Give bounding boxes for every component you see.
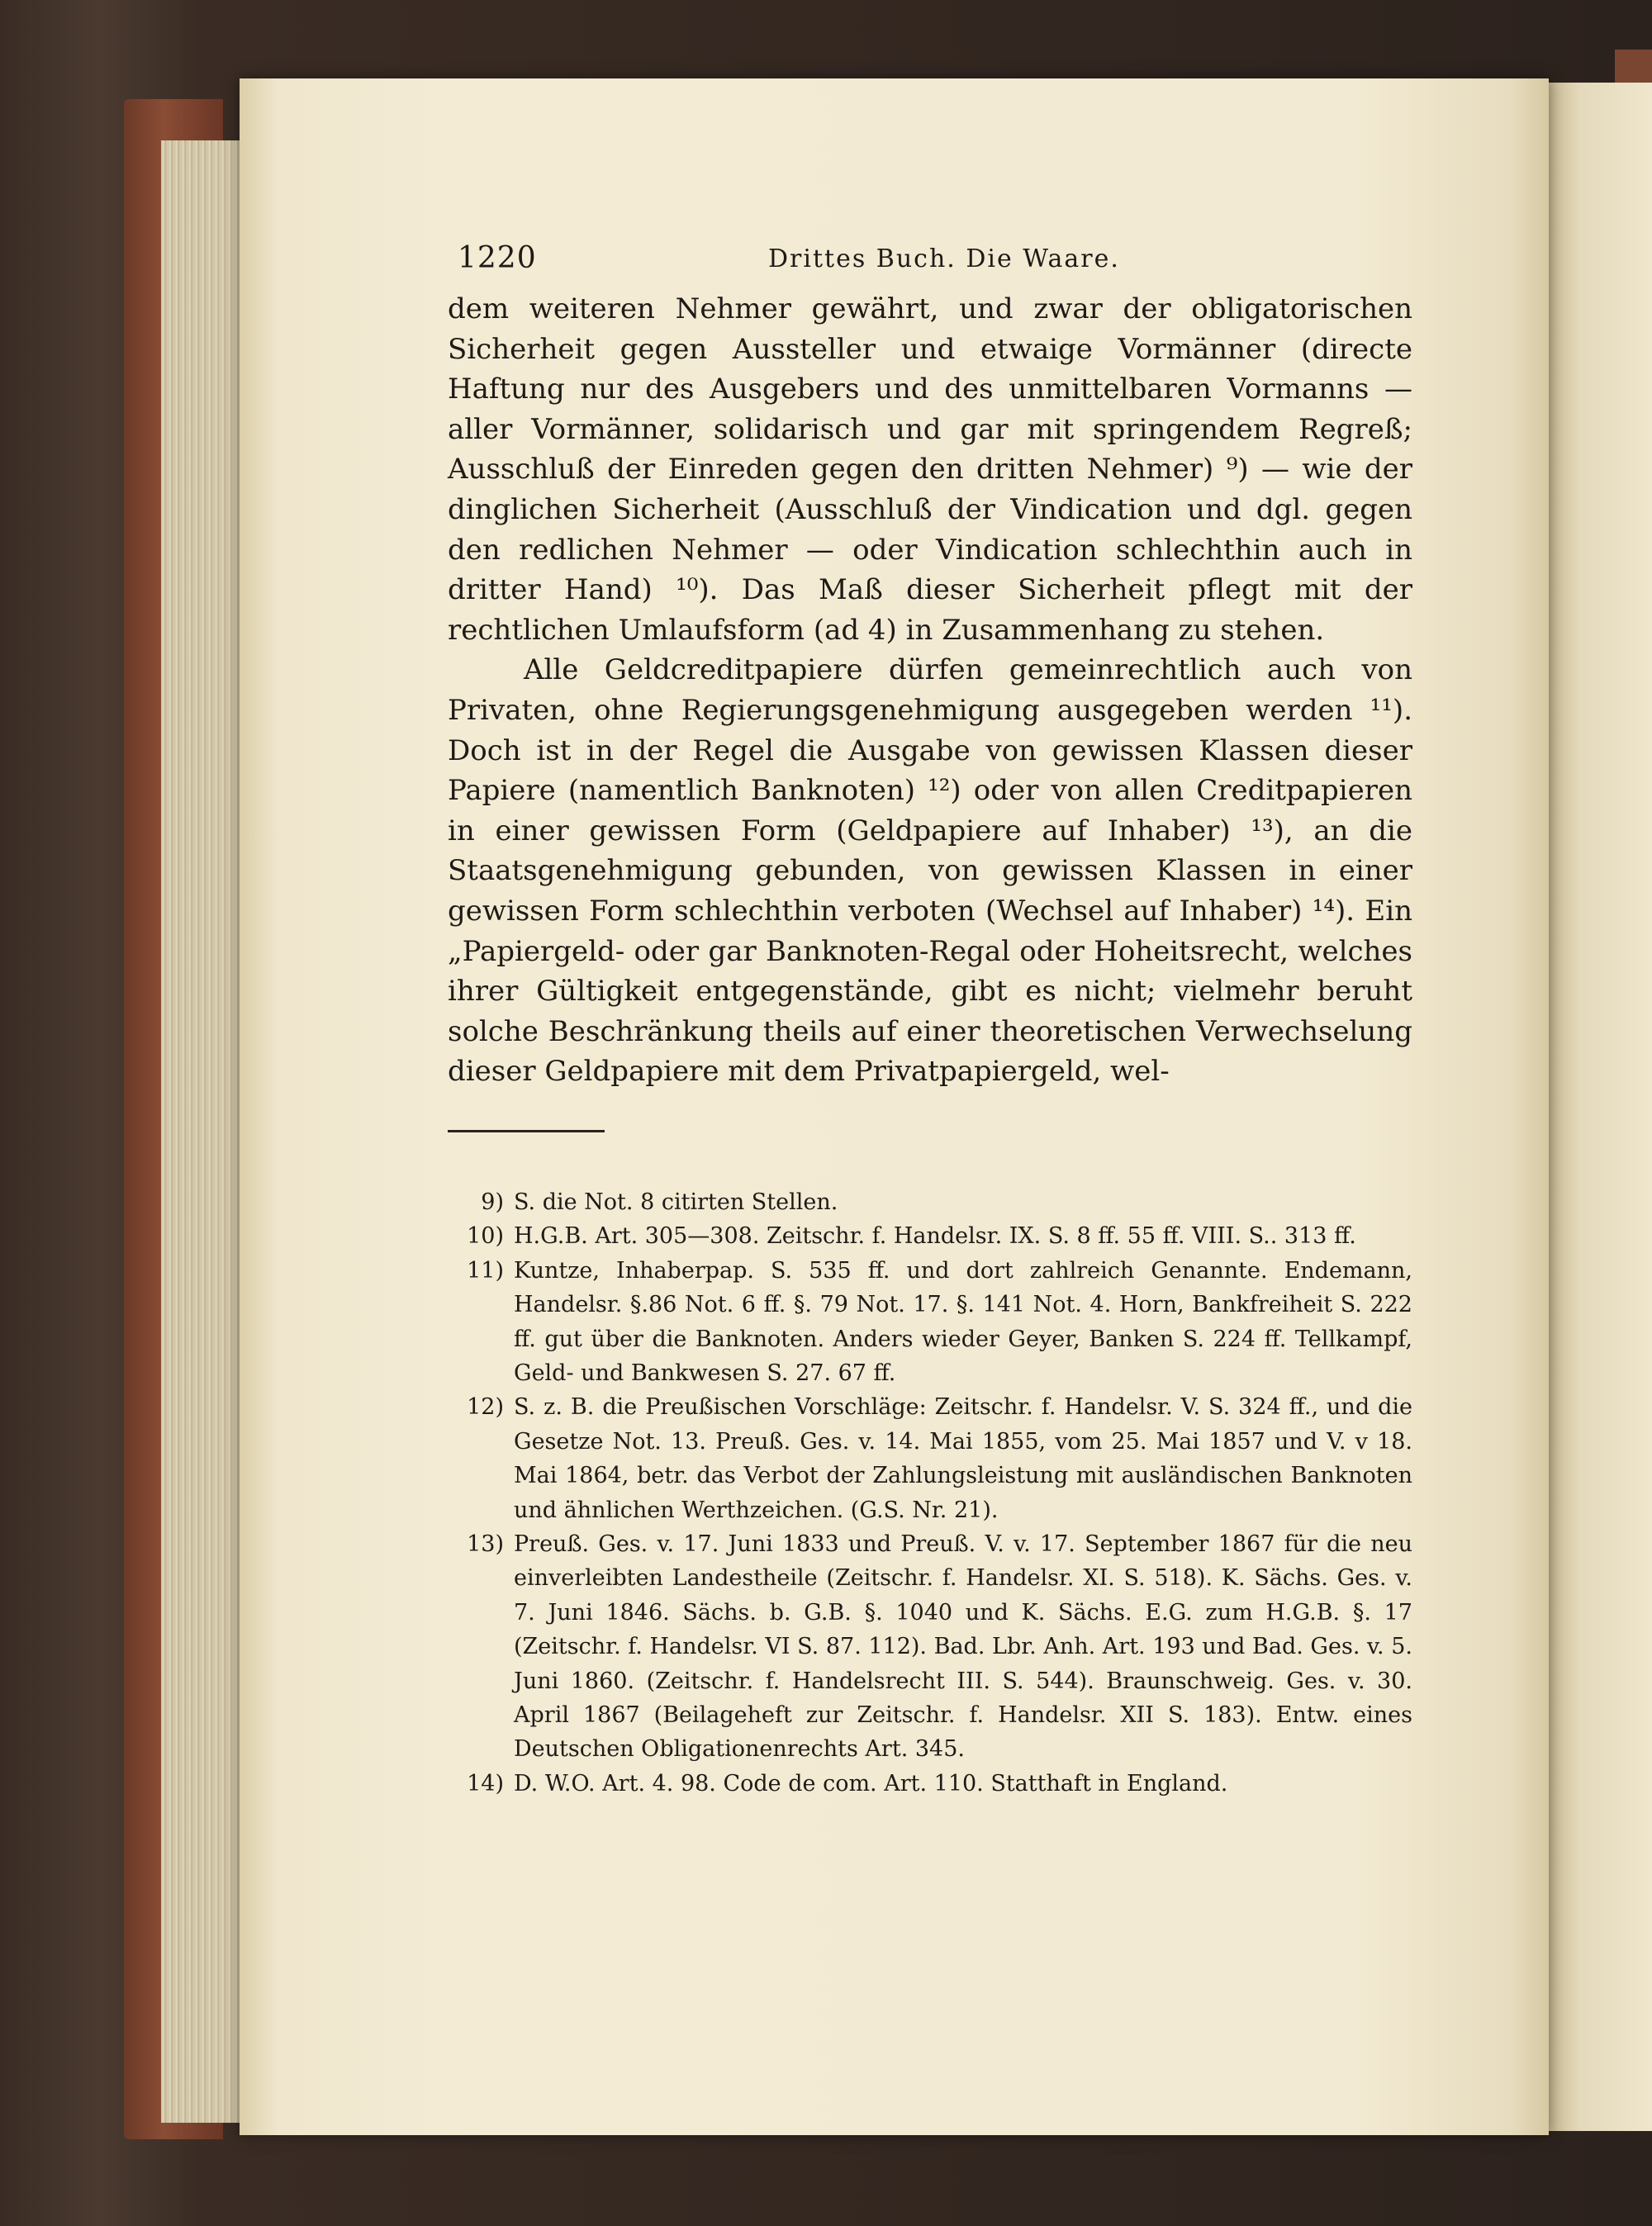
body-paragraph: Alle Geldcreditpapiere dürfen gemeinrechtlich auch von Privaten, ohne Regierungsgenehmigung ausgegeben werden ¹¹). Doch ist in der Regel die Ausgabe von gewissen Klassen dieser Papiere (namentlich Banknoten) ¹²) oder von allen Creditpapieren in einer gewissen Form (Geldpapiere auf Inhaber) ¹³), an die Staatsgenehmigung gebunden, von gewissen Klassen in einer gewissen Form schlechthin verboten (Wechsel auf Inhaber) ¹⁴). Ein „Papiergeld- oder gar Banknoten-Regal oder Hoheitsrecht, welches ihrer Gültigkeit entgegenstände, gibt es nicht; vielmehr beruht solche Beschränkung theils auf einer theoretischen Verwechselung dieser Geldpapiere mit dem Privatpapiergeld, wel- [448, 653, 1412, 1089]
facing-page-edge [1549, 83, 1652, 2131]
footnote-number: 10) [467, 1223, 504, 1250]
footnote-number: 13) [467, 1531, 504, 1557]
footnote-number: 11) [467, 1257, 504, 1284]
footnote-text: D. W.O. Art. 4. 98. Code de com. Art. 110. Statthaft in England. [514, 1770, 1228, 1796]
running-title: Drittes Buch. Die Waare. [768, 244, 1120, 273]
footnotes [448, 1185, 1412, 1801]
footnote [448, 1527, 1412, 1767]
page-number: 1220 [458, 241, 537, 275]
footnote-number: 14) [467, 1770, 504, 1796]
page-header [448, 231, 1412, 281]
body-paragraph: dem weiteren Nehmer gewährt, und zwar der obligatorischen Sicherheit gegen Aussteller und etwaige Vormänner (directe Haftung nur des Ausgebers und des unmittelbaren Vormanns — aller Vormänner, solidarisch und gar mit springendem Regreß; Ausschluß der Einreden gegen den dritten Nehmer) ⁹) — wie der dinglichen Sicherheit (Ausschluß der Vindication und dgl. gegen den redlichen Nehmer — oder Vindication schlechthin auch in dritter Hand) ¹⁰). Das Maß dieser Sicherheit pflegt mit der rechtlichen Umlaufsform (ad 4) in Zusammenhang zu stehen. [448, 292, 1412, 647]
body-text [448, 289, 1412, 1092]
footnote [448, 1254, 1412, 1391]
page-content [448, 231, 1412, 1801]
footnote-divider [448, 1130, 605, 1132]
footnote [448, 1767, 1412, 1801]
footnote-text: S. z. B. die Preußischen Vorschläge: Zeitschr. f. Handelsr. V. S. 324 ff., und die Gesetze Not. 13. Preuß. Ges. v. 14. Mai 1855, vom 25. Mai 1857 und V. v 18. Mai 1864, betr. das Verbot der Zahlungsleistung mit ausländischen Banknoten und ähnlichen Werthzeichen. (G.S. Nr. 21). [514, 1394, 1412, 1523]
footnote-text: S. die Not. 8 citirten Stellen. [514, 1189, 838, 1215]
footnote-number: 9) [481, 1189, 504, 1215]
footnote-number: 12) [467, 1394, 504, 1421]
footnote [448, 1390, 1412, 1527]
footnote [448, 1219, 1412, 1253]
footnote [448, 1185, 1412, 1219]
footnote-text: Kuntze, Inhaberpap. S. 535 ff. und dort zahlreich Genannte. Endemann, Handelsr. §.86 Not. 6 ff. §. 79 Not. 17. §. 141 Not. 4. Horn, Bankfreiheit S. 222 ff. gut über die Banknoten. Anders wieder Geyer, Banken S. 224 ff. Tellkampf, Geld- und Bankwesen S. 27. 67 ff. [514, 1257, 1412, 1386]
footnote-text: H.G.B. Art. 305—308. Zeitschr. f. Handelsr. IX. S. 8 ff. 55 ff. VIII. S.. 313 ff. [514, 1223, 1356, 1250]
footnote-text: Preuß. Ges. v. 17. Juni 1833 und Preuß. V. v. 17. September 1867 für die neu einverleibten Landestheile (Zeitschr. f. Handelsr. XI. S. 518). K. Sächs. Ges. v. 7. Juni 1846. Sächs. b. G.B. §. 1040 und K. Sächs. E.G. zum H.G.B. §. 17 (Zeitschr. f. Handelsr. VI S. 87. 112). Bad. Lbr. Anh. Art. 193 und Bad. Ges. v. 5. Juni 1860. (Zeitschr. f. Handelsrecht III. S. 544). Braunschweig. Ges. v. 30. April 1867 (Beilageheft zur Zeitschr. f. Handelsr. XII S. 183). Entw. eines Deutschen Obligationenrechts Art. 345. [514, 1531, 1412, 1763]
page-block-edges [161, 140, 252, 2123]
